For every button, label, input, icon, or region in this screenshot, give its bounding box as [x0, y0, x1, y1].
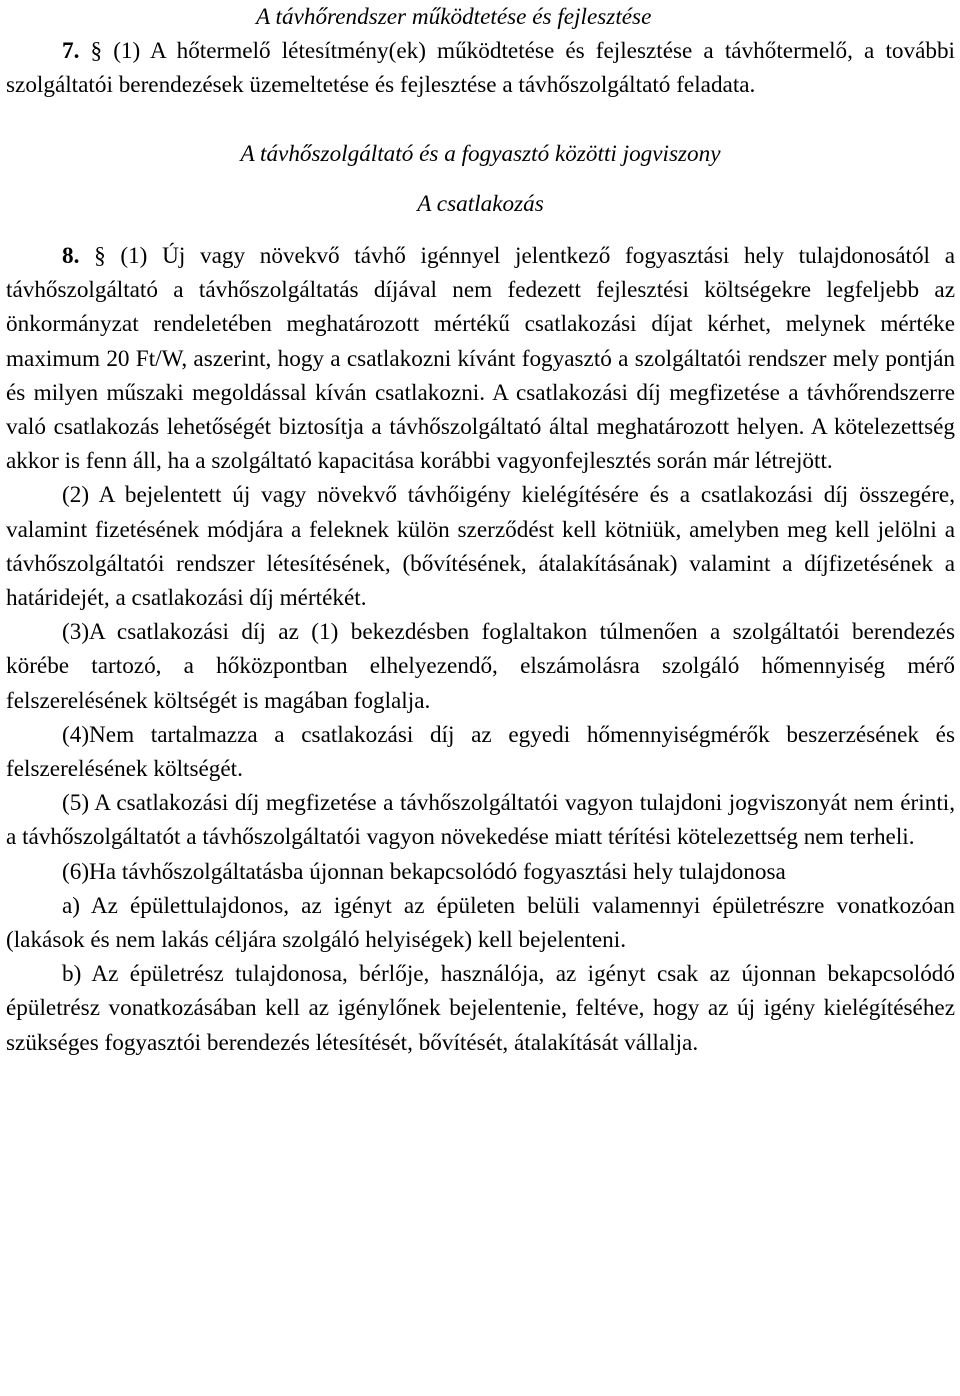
section-7-number: 7.: [62, 38, 80, 65]
section-8-paragraph-1: [6, 239, 955, 478]
heading-connection: A csatlakozás: [417, 190, 544, 217]
section-8-paragraph-6b: b) Az épületrész tulajdonosa, bérlője, használója, az igényt csak az újonnan bekapcsolódó épületrész vonatkozásában kell az igénylőnek bejelentenie, feltéve, hogy az új igény kielégítéséhez szükséges fogyasztói berendezés létesítését, bővítését, átalakítását vállalja.: [6, 961, 955, 1056]
heading-operation: A távhőrendszer működtetése és fejlesztése: [256, 4, 652, 30]
section-7-text: § (1) A hőtermelő létesítmény(ek) működtetése és fejlesztése a távhőtermelő, a további szolgáltatói berendezések üzemeltetése és fejlesztése a távhőszolgáltató feladata.: [6, 38, 955, 99]
section-8-paragraph-3: (3)A csatlakozási díj az (1) bekezdésben foglaltakon túlmenően a szolgáltatói berendezés körébe tartozó, a hőközpontban elhelyezendő, elszámolásra szolgáló hőmennyiség mérő felszerelésének költségét is magában foglalja.: [6, 619, 955, 714]
section-8-paragraph-5: (5) A csatlakozási díj megfizetése a távhőszolgáltatói vagyon tulajdoni jogviszonyát nem érinti, a távhőszolgáltatót a távhőszolgáltatói vagyon növekedése miatt térítési kötelezettség nem terheli.: [6, 790, 955, 851]
heading-relationship: A távhőszolgáltató és a fogyasztó közötti jogviszony: [240, 140, 721, 167]
section-8-paragraph-4: (4)Nem tartalmazza a csatlakozási díj az egyedi hőmennyiségmérők beszerzésének és felszerelésének költségét.: [6, 721, 955, 783]
section-8-text-1: § (1) Új vagy növekvő távhő igénnyel jelentkező fogyasztási hely tulajdonosától a távhőszolgáltató a távhőszolgáltatás díjával nem fedezett fejlesztési költségekre legfeljebb az önkormányzat rendeletében meghatározott mértékű csatlakozási díjat kérhet, melynek mértéke maximum 20 Ft/W, aszerint, hogy a csatlakozni kívánt fogyasztó a szolgáltatói rendszer mely pontján és milyen műszaki megoldással kíván csatlakozni. A csatlakozási díj megfizetése a távhőrendszerre való csatlakozás lehetőségét biztosítja a távhőszolgáltató által meghatározott helyen. A kötelezettség akkor is fenn áll, ha a szolgáltató kapacitása korábbi vagyonfejlesztés során már létrejött.: [6, 243, 955, 475]
section-8-paragraph-2: (2) A bejelentett új vagy növekvő távhőigény kielégítésére és a csatlakozási díj összegére, valamint fizetésének módjára a feleknek külön szerződést kell kötniük, amelyben meg kell jelölni a távhőszolgáltatói rendszer létesítésének, (bővítésének, átalakításának) valamint a díjfizetésének a határidejét, a csatlakozási díj mértékét.: [6, 482, 955, 612]
section-8-paragraph-6a: a) Az épülettulajdonos, az igényt az épületen belüli valamennyi épületrészre vonatkozóan (lakások és nem lakás céljára szolgáló helyiségek) kell bejelenteni.: [6, 892, 955, 954]
document-page: [6, 0, 955, 1060]
section-7-paragraph: [6, 34, 955, 102]
section-8-paragraph-6: (6)Ha távhőszolgáltatásba újonnan bekapcsolódó fogyasztási hely tulajdonosa: [62, 858, 786, 885]
section-8-number: 8.: [62, 243, 80, 270]
